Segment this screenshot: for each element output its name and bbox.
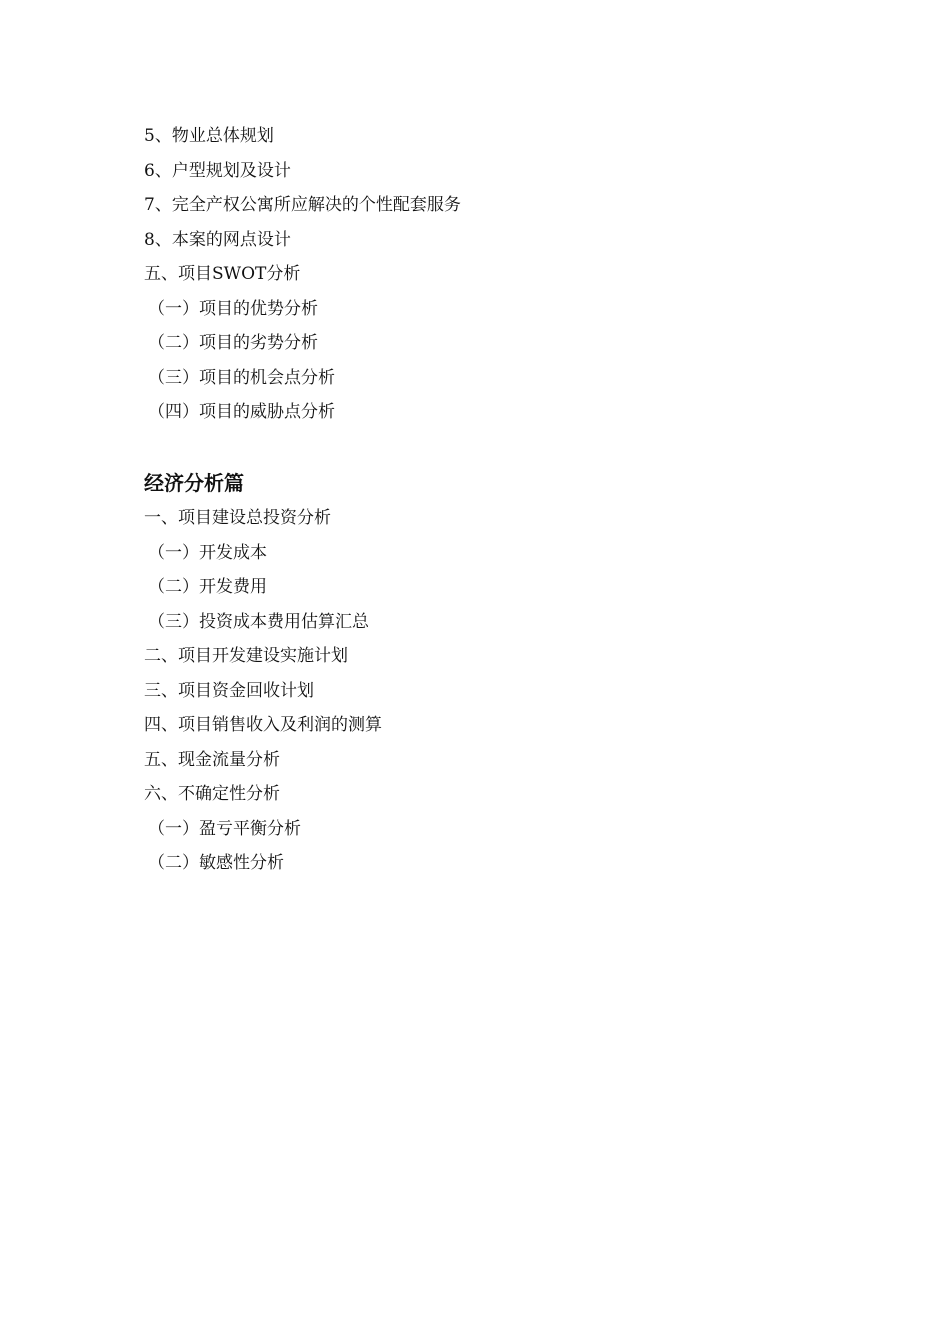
toc-item: 5、物业总体规划	[144, 126, 274, 146]
toc-item: 六、不确定性分析	[144, 784, 280, 804]
toc-item: 五、现金流量分析	[144, 749, 280, 770]
toc-subitem: （一）盈亏平衡分析	[148, 818, 301, 839]
toc-subitem: （三）投资成本费用估算汇总	[148, 611, 369, 632]
toc-subitem: （四）项目的威胁点分析	[148, 402, 335, 422]
toc-subitem: （一）项目的优势分析	[148, 298, 318, 319]
toc-subitem: （二）开发费用	[148, 577, 267, 597]
toc-item: 二、项目开发建设实施计划	[144, 646, 348, 666]
toc-item: 四、项目销售收入及利润的测算	[144, 715, 382, 735]
toc-subitem: （三）项目的机会点分析	[148, 367, 335, 388]
toc-item: 6、户型规划及设计	[144, 160, 291, 181]
section-heading: 经济分析篇	[144, 471, 244, 495]
toc-subitem: （二）敏感性分析	[148, 853, 284, 873]
toc-item: 一、项目建设总投资分析	[144, 508, 331, 528]
toc-subitem: （二）项目的劣势分析	[148, 333, 318, 353]
toc-section-continued	[144, 119, 844, 430]
toc-item: 三、项目资金回收计划	[144, 680, 314, 701]
toc-item: 8、本案的网点设计	[144, 229, 291, 250]
toc-item: 7、完全产权公寓所应解决的个性配套服务	[144, 195, 461, 215]
toc-subitem: （一）开发成本	[148, 542, 267, 563]
toc-item: 五、项目SWOT分析	[144, 264, 301, 284]
toc-section-economic-analysis	[144, 465, 844, 881]
